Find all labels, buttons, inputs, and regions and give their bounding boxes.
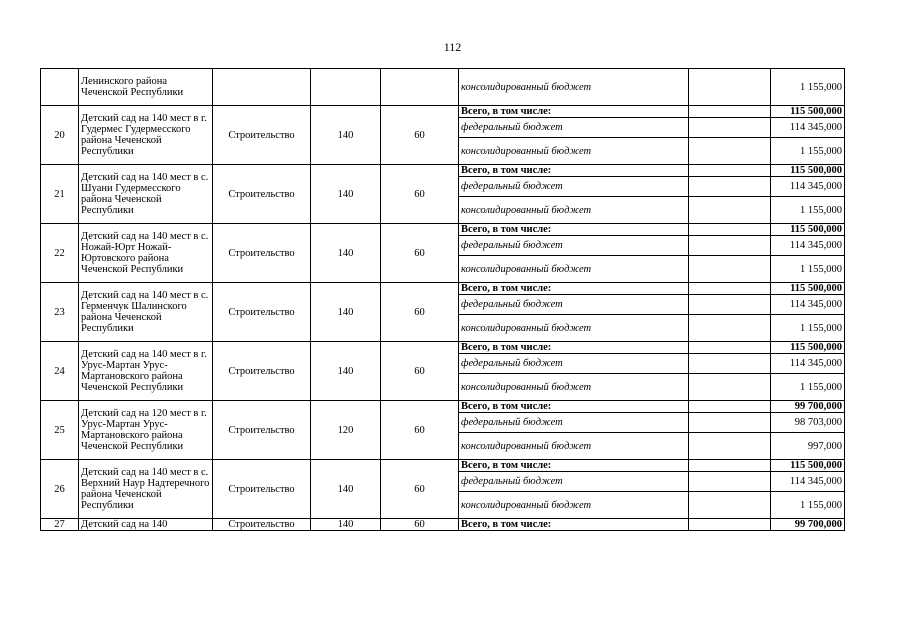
cell-blank — [689, 69, 771, 106]
cell-employees: 60 — [381, 283, 459, 342]
cell-source-consolidated: консолидированный бюджет — [459, 492, 689, 519]
cell-name: Детский сад на 140 мест в г. Гудермес Гудермесского района Чеченской Республики — [79, 106, 213, 165]
cell-blank — [689, 224, 771, 236]
cell-blank — [689, 342, 771, 354]
cell-blank — [689, 295, 771, 315]
cell-capacity: 140 — [311, 342, 381, 401]
cell-blank — [689, 256, 771, 283]
cell-num: 23 — [41, 283, 79, 342]
cell-source-total: Всего, в том числе: — [459, 106, 689, 118]
table-row — [41, 283, 845, 295]
cell-blank — [689, 374, 771, 401]
cell-source-consolidated: консолидированный бюджет — [459, 138, 689, 165]
cell-work: Строительство — [213, 106, 311, 165]
cell-amount-total: 99 700,000 — [771, 519, 845, 531]
cell-source-consolidated: консолидированный бюджет — [459, 315, 689, 342]
cell-source-federal: федеральный бюджет — [459, 236, 689, 256]
cell-source-consolidated: консолидированный бюджет — [459, 433, 689, 460]
cell-source-total: Всего, в том числе: — [459, 342, 689, 354]
table-body — [41, 69, 845, 531]
cell-source-federal: федеральный бюджет — [459, 354, 689, 374]
table-row — [41, 224, 845, 236]
cell-amount-federal: 114 345,000 — [771, 118, 845, 138]
cell-capacity: 140 — [311, 460, 381, 519]
cell-blank — [689, 354, 771, 374]
cell-blank — [689, 492, 771, 519]
cell-work: Строительство — [213, 342, 311, 401]
cell-amount-federal: 114 345,000 — [771, 354, 845, 374]
cell-amount-consolidated: 1 155,000 — [771, 197, 845, 224]
cell-source-federal: федеральный бюджет — [459, 472, 689, 492]
cell-amount-consolidated: 997,000 — [771, 433, 845, 460]
cell-employees: 60 — [381, 224, 459, 283]
cell-work: Строительство — [213, 460, 311, 519]
cell-capacity: 140 — [311, 106, 381, 165]
cell-source-total: Всего, в том числе: — [459, 165, 689, 177]
cell-blank — [689, 460, 771, 472]
cell-capacity: 140 — [311, 283, 381, 342]
cell-num: 25 — [41, 401, 79, 460]
table-row — [41, 342, 845, 354]
cell-blank — [689, 283, 771, 295]
cell-amount-total: 115 500,000 — [771, 460, 845, 472]
table-row — [41, 106, 845, 118]
cell-amount-total: 115 500,000 — [771, 283, 845, 295]
cell-employees: 60 — [381, 519, 459, 531]
cell-blank — [689, 413, 771, 433]
cell-source-total: Всего, в том числе: — [459, 460, 689, 472]
cell-source-federal: федеральный бюджет — [459, 413, 689, 433]
cell-capacity: 120 — [311, 401, 381, 460]
cell-name: Детский сад на 140 мест в с. Ножай-Юрт Ножай-Юртовского района Чеченской Республики — [79, 224, 213, 283]
cell-source: консолидированный бюджет — [459, 69, 689, 106]
cell-amount-federal: 114 345,000 — [771, 236, 845, 256]
table-row — [41, 401, 845, 413]
cell-blank — [689, 236, 771, 256]
cell-capacity — [311, 69, 381, 106]
cell-source-total: Всего, в том числе: — [459, 519, 689, 531]
cell-source-consolidated: консолидированный бюджет — [459, 197, 689, 224]
cell-num — [41, 69, 79, 106]
cell-source-federal: федеральный бюджет — [459, 177, 689, 197]
cell-blank — [689, 118, 771, 138]
cell-employees: 60 — [381, 342, 459, 401]
cell-employees — [381, 69, 459, 106]
cell-work: Строительство — [213, 224, 311, 283]
cell-amount-federal: 98 703,000 — [771, 413, 845, 433]
table-row-continued — [41, 69, 845, 106]
cell-source-federal: федеральный бюджет — [459, 118, 689, 138]
budget-table — [40, 68, 845, 531]
cell-name: Детский сад на 140 мест в г. Урус-Мартан Урус-Мартановского района Чеченской Республики — [79, 342, 213, 401]
cell-blank — [689, 401, 771, 413]
table-row — [41, 519, 845, 531]
cell-source-total: Всего, в том числе: — [459, 224, 689, 236]
cell-name: Детский сад на 140 мест в с. Герменчук Шалинского района Чеченской Республики — [79, 283, 213, 342]
cell-source-consolidated: консолидированный бюджет — [459, 374, 689, 401]
cell-name: Детский сад на 140 — [79, 519, 213, 531]
cell-blank — [689, 315, 771, 342]
cell-amount-federal: 114 345,000 — [771, 177, 845, 197]
cell-amount-total: 99 700,000 — [771, 401, 845, 413]
cell-work: Строительство — [213, 283, 311, 342]
cell-blank — [689, 177, 771, 197]
cell-amount-federal: 114 345,000 — [771, 472, 845, 492]
cell-num: 21 — [41, 165, 79, 224]
cell-source-total: Всего, в том числе: — [459, 283, 689, 295]
cell-blank — [689, 106, 771, 118]
cell-amount-consolidated: 1 155,000 — [771, 138, 845, 165]
cell-employees: 60 — [381, 165, 459, 224]
cell-blank — [689, 433, 771, 460]
cell-blank — [689, 197, 771, 224]
table-row — [41, 460, 845, 472]
cell-blank — [689, 472, 771, 492]
cell-num: 26 — [41, 460, 79, 519]
cell-employees: 60 — [381, 106, 459, 165]
page-number: 112 — [443, 40, 462, 54]
cell-name: Детский сад на 120 мест в г. Урус-Мартан Урус-Мартановского района Чеченской Республики — [79, 401, 213, 460]
cell-source-total: Всего, в том числе: — [459, 401, 689, 413]
cell-amount-consolidated: 1 155,000 — [771, 256, 845, 283]
cell-amount-total: 115 500,000 — [771, 224, 845, 236]
cell-num: 27 — [41, 519, 79, 531]
cell-capacity: 140 — [311, 224, 381, 283]
cell-blank — [689, 519, 771, 531]
cell-amount-total: 115 500,000 — [771, 106, 845, 118]
cell-amount-consolidated: 1 155,000 — [771, 315, 845, 342]
cell-num: 20 — [41, 106, 79, 165]
cell-capacity: 140 — [311, 519, 381, 531]
cell-num: 22 — [41, 224, 79, 283]
cell-amount-federal: 114 345,000 — [771, 295, 845, 315]
cell-work: Строительство — [213, 401, 311, 460]
cell-work — [213, 69, 311, 106]
cell-amount: 1 155,000 — [771, 69, 845, 106]
cell-amount-total: 115 500,000 — [771, 165, 845, 177]
cell-blank — [689, 165, 771, 177]
cell-amount-consolidated: 1 155,000 — [771, 492, 845, 519]
cell-amount-consolidated: 1 155,000 — [771, 374, 845, 401]
cell-name: Ленинского района Чеченской Республики — [79, 69, 213, 106]
cell-source-federal: федеральный бюджет — [459, 295, 689, 315]
cell-blank — [689, 138, 771, 165]
cell-work: Строительство — [213, 165, 311, 224]
cell-capacity: 140 — [311, 165, 381, 224]
cell-work: Строительство — [213, 519, 311, 531]
cell-employees: 60 — [381, 401, 459, 460]
cell-employees: 60 — [381, 460, 459, 519]
table-row — [41, 165, 845, 177]
cell-source-consolidated: консолидированный бюджет — [459, 256, 689, 283]
cell-name: Детский сад на 140 мест в с. Верхний Наур Надтеречного района Чеченской Республики — [79, 460, 213, 519]
cell-name: Детский сад на 140 мест в с. Шуани Гудермесского района Чеченской Республики — [79, 165, 213, 224]
cell-num: 24 — [41, 342, 79, 401]
cell-amount-total: 115 500,000 — [771, 342, 845, 354]
